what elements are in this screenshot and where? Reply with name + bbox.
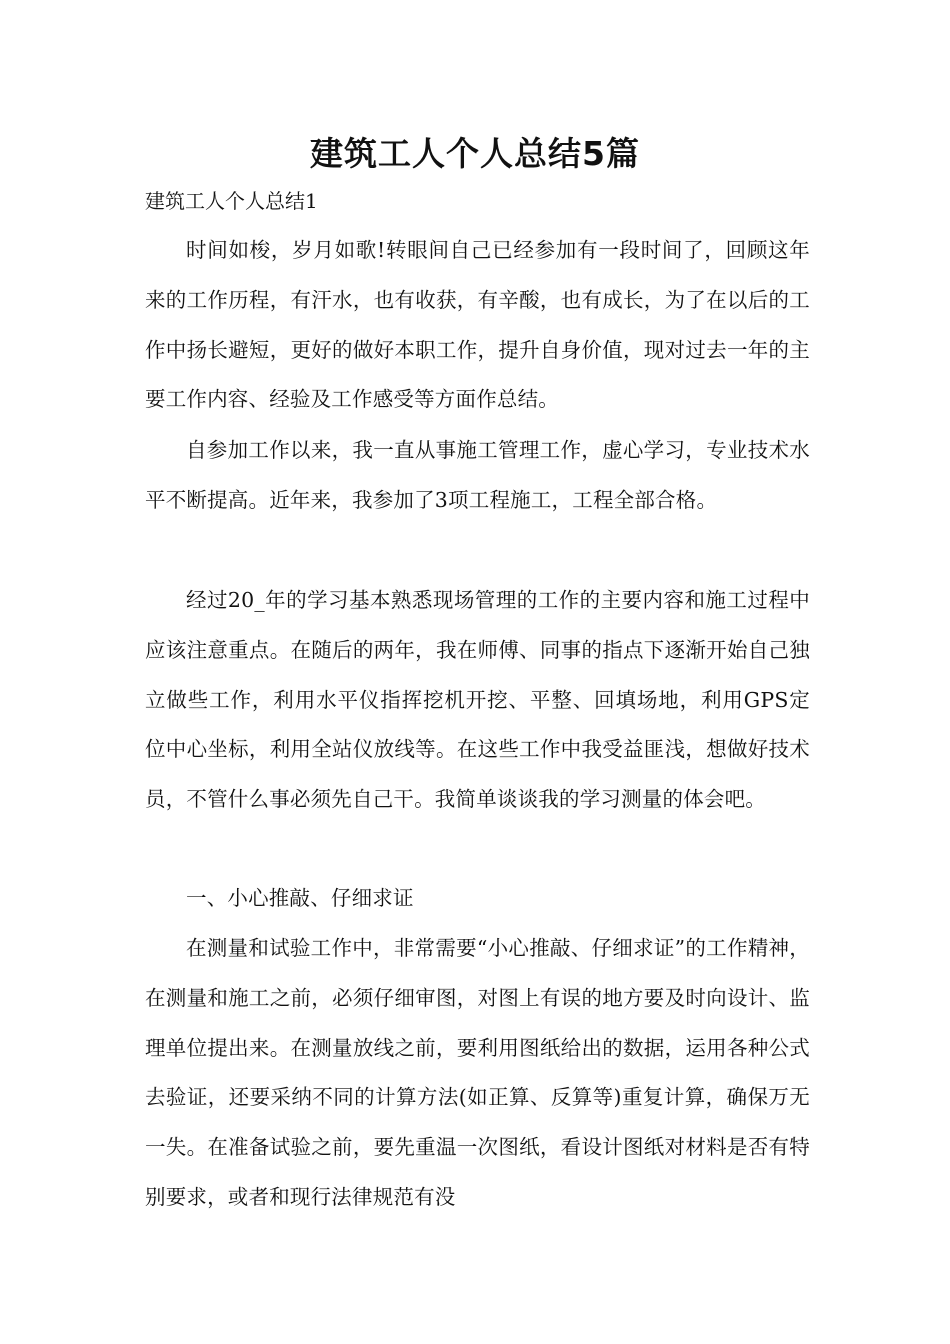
paragraph-2: 自参加工作以来，我一直从事施工管理工作，虚心学习，专业技术水平不断提高。近年来，我参加了3项工程施工，工程全部合格。 bbox=[145, 438, 810, 512]
paragraph-3: 经过20_年的学习基本熟悉现场管理的工作的主要内容和施工过程中应该注意重点。在随后的两年，我在师傅、同事的指点下逐渐开始自己独立做些工作，利用水平仪指挥挖机开挖、平整、回填场地，利用GPS定位中心坐标，利用全站仪放线等。在这些工作中我受益匪浅，想做好技术员，不管什么事必须先自己干。我简单谈谈我的学习测量的体会吧。 bbox=[145, 588, 810, 812]
document-title: 建筑工人个人总结5篇 bbox=[310, 134, 640, 173]
paragraph-4: 在测量和试验工作中，非常需要“小心推敲、仔细求证”的工作精神，在测量和施工之前，必须仔细审图，对图上有误的地方要及时向设计、监理单位提出来。在测量放线之前，要利用图纸给出的数据，运用各种公式去验证，还要采纳不同的计算方法(如正算、反算等)重复计算，确保万无一失。在准备试验之前，要先重温一次图纸，看设计图纸对材料是否有特别要求，或者和现行法律规范有没 bbox=[145, 936, 810, 1209]
subheading-1: 一、小心推敲、仔细求证 bbox=[186, 886, 414, 910]
section-heading: 建筑工人个人总结1 bbox=[145, 189, 318, 213]
paragraph-1: 时间如梭，岁月如歌!转眼间自己已经参加有一段时间了，回顾这年来的工作历程，有汗水，也有收获，有辛酸，也有成长，为了在以后的工作中扬长避短，更好的做好本职工作，提升自身价值，现对过去一年的主要工作内容、经验及工作感受等方面作总结。 bbox=[145, 238, 810, 412]
